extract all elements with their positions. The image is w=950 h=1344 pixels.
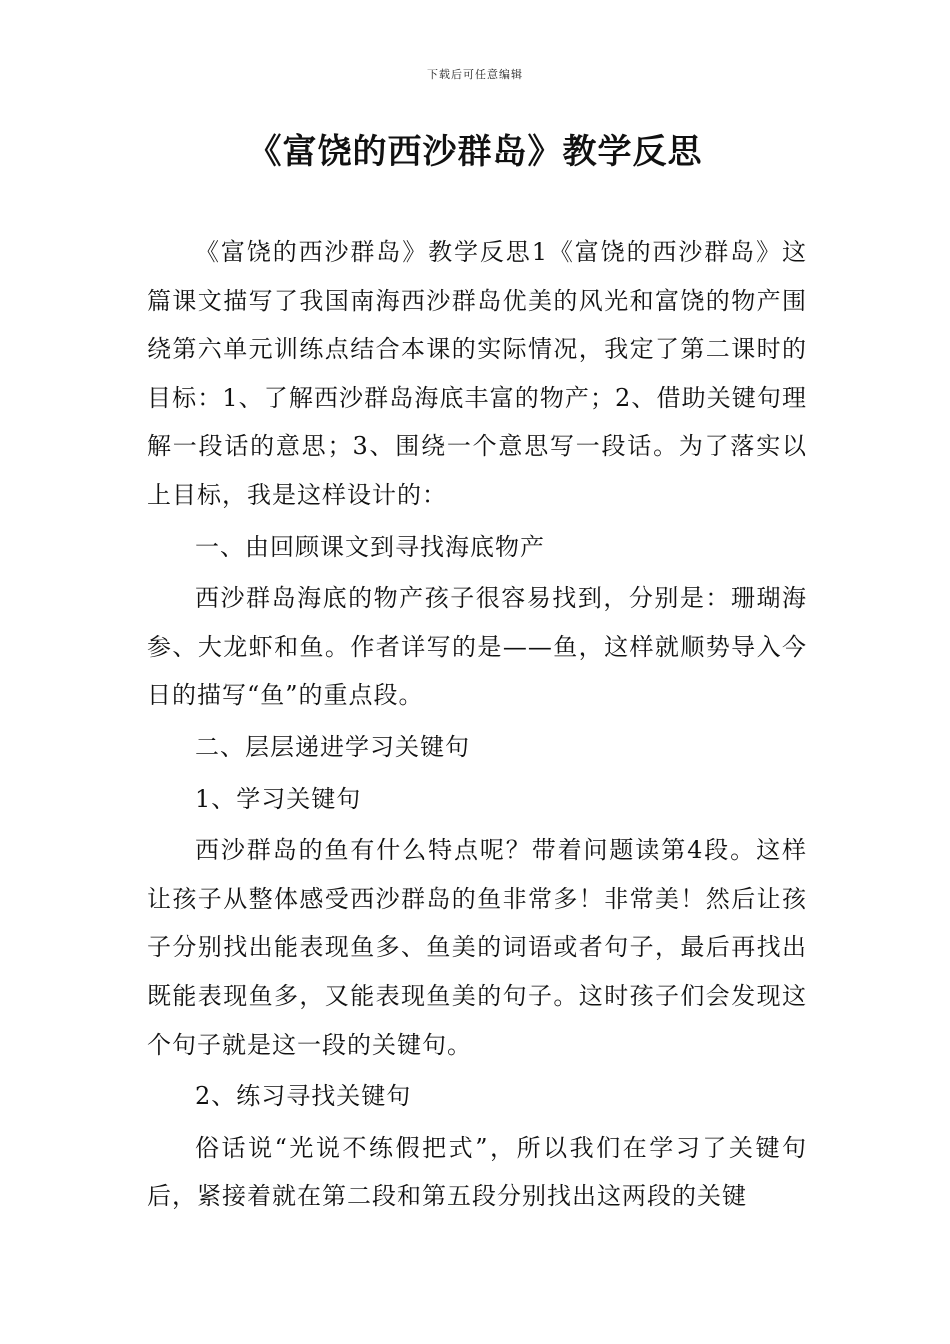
paragraph-seabed-products: 西沙群岛海底的物产孩子很容易找到，分别是：珊瑚海参、大龙虾和鱼。作者详写的是——鱼，这样就顺势导入今日的描写“鱼”的重点段。 [147, 584, 807, 710]
section-heading-one: 一、由回顾课文到寻找海底物产 [195, 532, 545, 561]
paragraph-practice: 俗话说“光说不练假把式”，所以我们在学习了关键句后，紧接着就在第二段和第五段分别找出这两段的关键 [147, 1133, 807, 1211]
document-body [147, 228, 807, 1224]
paragraph-fish-features: 西沙群岛的鱼有什么特点呢？带着问题读第4段。这样让孩子从整体感受西沙群岛的鱼非常多！非常美！然后让孩子分别找出能表现鱼多、鱼美的词语或者句子，最后再找出既能表现鱼多，又能表现鱼美的句子。这时孩子们会发现这个句子就是这一段的关键句。 [147, 836, 807, 1059]
header-note: 下载后可任意编辑 [427, 68, 523, 81]
subheading-practice-key-sentence: 2、练习寻找关键句 [195, 1082, 412, 1111]
document-title: 《富饶的西沙群岛》教学反思 [247, 132, 703, 172]
section-heading-two: 二、层层递进学习关键句 [195, 732, 470, 761]
paragraph-intro: 《富饶的西沙群岛》教学反思1《富饶的西沙群岛》这篇课文描写了我国南海西沙群岛优美的风光和富饶的物产围绕第六单元训练点结合本课的实际情况，我定了第二课时的目标：1、了解西沙群岛海底丰富的物产；2、借助关键句理解一段话的意思；3、围绕一个意思写一段话。为了落实以上目标，我是这样设计的： [147, 238, 807, 509]
subheading-learn-key-sentence: 1、学习关键句 [195, 784, 362, 813]
